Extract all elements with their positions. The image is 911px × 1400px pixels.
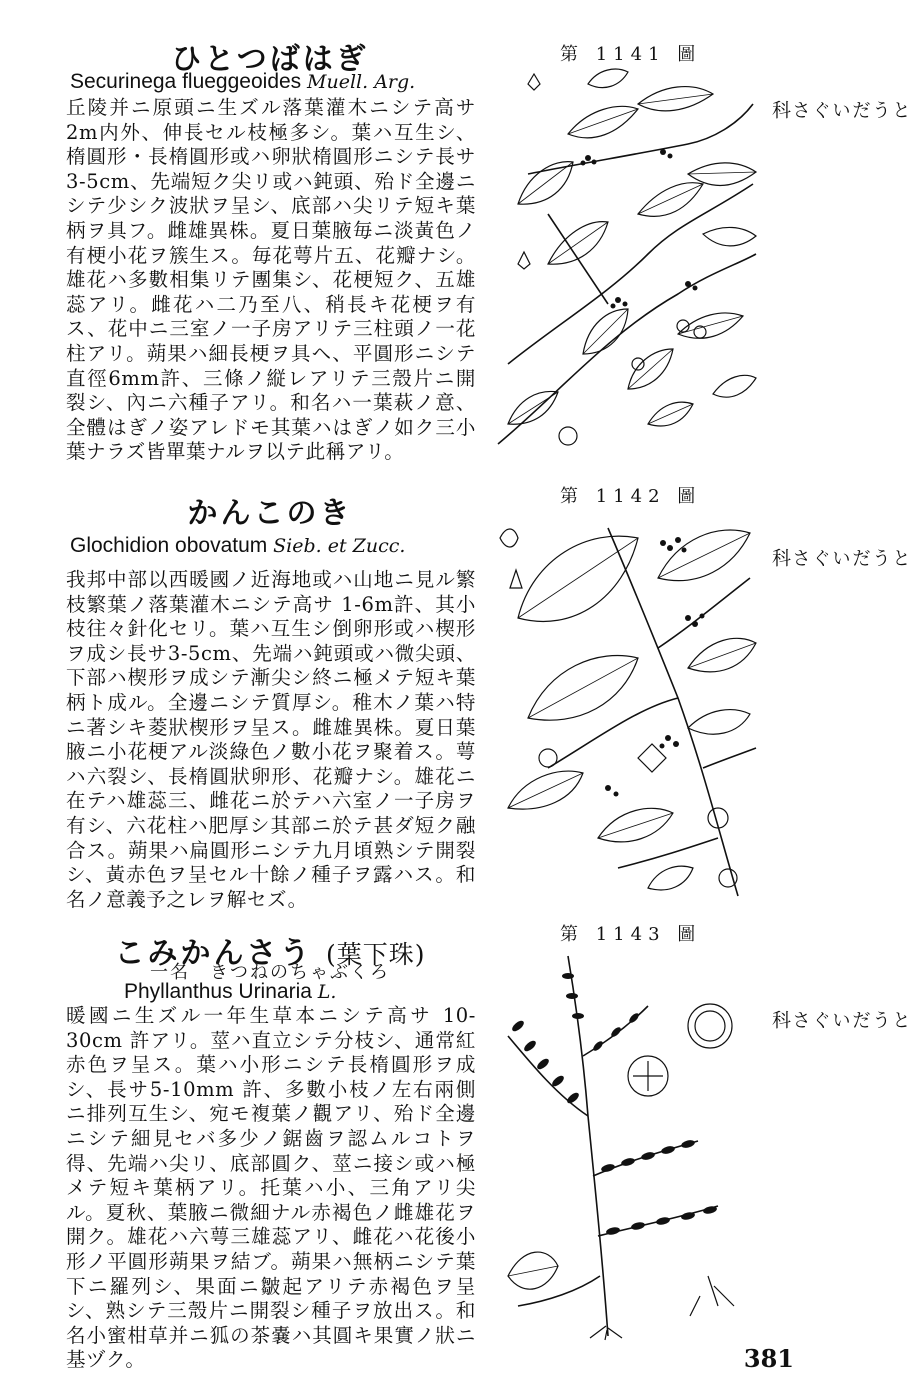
alternate-name: 一名 きつねのちゃぶくろ — [150, 962, 390, 983]
scientific-name-species: Securinega flueggeoides — [70, 70, 302, 93]
entry-title: かんこのき — [187, 496, 353, 531]
plant-illustration — [488, 64, 760, 460]
page-number: 381 — [743, 1344, 794, 1373]
scientific-name — [70, 70, 415, 94]
scientific-name — [70, 534, 405, 558]
figure-label: 第 1143 圖 — [560, 924, 702, 945]
entry-title-kanji: (葉下珠) — [325, 940, 426, 969]
entry-description: 暖國ニ生ズル一年生草本ニシテ高サ 10-30cm 許アリ。莖ハ直立シテ分枝シ、通常紅赤色ヲ呈ス。葉ハ小形ニシテ長楕圓形ヲ成シ、長サ5-10mm 許、多數小枝ノ左右兩側ニ排列互生シ、宛モ複葉ノ觀アリ、殆ド全邊ニシテ細見セバ多少ノ鋸齒ヲ認ムルコトヲ得、先端ハ尖リ、底部圓ク、莖ニ接シ或ハ極メテ短キ葉柄アリ。托葉ハ小、三角アリ尖ル。夏秋、葉腋ニ微細ナル赤褐色ノ雌雄花ヲ開ク。雄花ハ六萼三雄蕊アリ、雌花ハ花後小形ノ平圓形蒴果ヲ結ブ。蒴果ハ無柄ニシテ葉下ニ羅列シ、果面ニ皺起アリテ赤褐色ヲ呈シ、熟シテ三殼片ニ開裂シ種子ヲ放出ス。和名小蜜柑草并ニ狐の茶嚢ハ其圓キ果實ノ狀ニ基ヅク。 — [66, 1004, 476, 1372]
plant-illustration — [488, 508, 760, 900]
family-label: とうだいぐさ科 — [769, 548, 911, 570]
scientific-name-author: Sieb. et Zucc. — [273, 535, 406, 557]
entry-title: ひとつばはぎ — [171, 42, 369, 77]
entry-title-kana: こみかんさう — [114, 936, 313, 971]
figure-label: 第 1142 圖 — [560, 486, 702, 507]
family-label: とうだいぐさ科 — [769, 100, 911, 122]
plant-illustration — [488, 946, 760, 1340]
entry-description: 丘陵并ニ原頭ニ生ズル落葉灌木ニシテ高サ2m内外、伸長セル枝極多シ。葉ハ互生シ、楕圓形・長楕圓形或ハ卵狀楕圓形ニシテ長サ3-5cm、先端短ク尖リ或ハ鈍頭、殆ド全邊ニシテ少シク波狀ヲ呈シ、底部ハ尖リテ短キ葉柄ヲ具フ。雌雄異株。夏日葉腋毎ニ淡黃色ノ有梗小花ヲ簇生ス。毎花萼片五、花瓣ナシ。雄花ハ多數相集リテ團集シ、花梗短ク、五雄蕊アリ。雌花ハ二乃至八、稍長キ花梗ヲ有ス、花中ニ三室ノ一子房アリテ三柱頭ノ一花柱アリ。蒴果ハ細長梗ヲ具ヘ、平圓形ニシテ直徑6mm許、三條ノ縦レアリテ三殼片ニ開裂シ、內ニ六種子アリ。和名ハ一葉萩ノ意、全體はぎノ姿アレドモ其葉ハはぎノ如ク三小葉ナラズ皆單葉ナルヲ以テ此稱アリ。 — [66, 96, 476, 464]
scientific-name-species: Glochidion obovatum — [70, 534, 268, 557]
figure-label: 第 1141 圖 — [560, 44, 702, 65]
scientific-name-author: L. — [317, 981, 337, 1003]
scientific-name-author: Muell. Arg. — [307, 71, 416, 93]
entry-description: 我邦中部以西暖國ノ近海地或ハ山地ニ見ル繁枝繁葉ノ落葉灌木ニシテ高サ 1-6m許、其小枝往々針化セリ。葉ハ互生シ倒卵形或ハ楔形ヲ成シ長サ3-5cm、先端ハ鈍頭或ハ微尖頭、下部ハ楔形ヲ成シテ漸尖シ終ニ極メテ短キ葉柄ト成ル。全邊ニシテ質厚シ。稚木ノ葉ハ特ニ著シキ菱狀楔形ヲ呈ス。雌雄異株。夏日葉腋ニ小花梗アル淡綠色ノ數小花ヲ聚着ス。萼ハ六裂シ、長楕圓狀卵形、花瓣ナシ。雄花ニ在テハ雄蕊三、雌花ニ於テハ六室ノ一子房ヲ有シ、六花柱ハ肥厚シ其部ニ於テ甚ダ短ク融合ス。蒴果ハ扁圓形ニシテ九月頃熟シテ開裂シ、黃赤色ヲ呈セル十餘ノ種子ヲ露ハス。和名ノ意義予之レヲ解セズ。 — [66, 568, 476, 911]
scientific-name-species: Phyllanthus Urinaria — [124, 980, 312, 1003]
scientific-name — [124, 980, 336, 1004]
family-label: とうだいぐさ科 — [769, 1010, 911, 1032]
